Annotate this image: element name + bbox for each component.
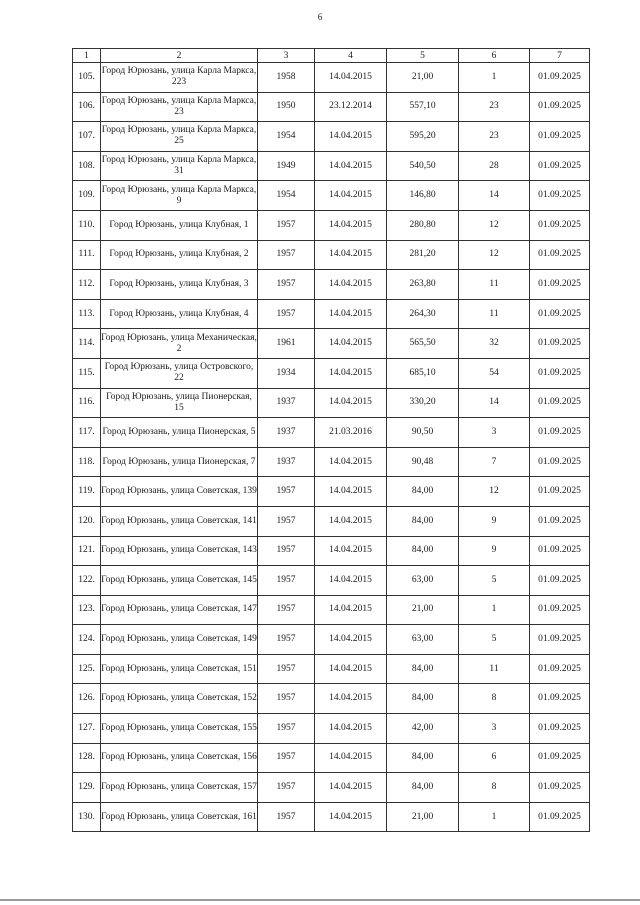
area-cell: 84,00 xyxy=(387,773,459,803)
row-number: 121. xyxy=(73,536,101,566)
column-header: 4 xyxy=(315,49,387,63)
row-number: 118. xyxy=(73,447,101,477)
year-cell: 1957 xyxy=(258,714,315,744)
area-cell: 84,00 xyxy=(387,506,459,536)
residents-cell: 23 xyxy=(459,122,530,152)
residents-cell: 12 xyxy=(459,240,530,270)
deadline-cell: 01.09.2025 xyxy=(530,773,590,803)
deadline-cell: 01.09.2025 xyxy=(530,299,590,329)
residents-cell: 11 xyxy=(459,299,530,329)
date-cell: 14.04.2015 xyxy=(315,625,387,655)
area-cell: 63,00 xyxy=(387,625,459,655)
year-cell: 1950 xyxy=(258,92,315,122)
address-cell: Город Юрюзань, улица Советская, 157 xyxy=(101,773,258,803)
deadline-cell: 01.09.2025 xyxy=(530,714,590,744)
deadline-cell: 01.09.2025 xyxy=(530,418,590,448)
deadline-cell: 01.09.2025 xyxy=(530,92,590,122)
table-row xyxy=(73,92,590,122)
row-number: 108. xyxy=(73,151,101,181)
year-cell: 1961 xyxy=(258,329,315,359)
date-cell: 14.04.2015 xyxy=(315,210,387,240)
residents-cell: 3 xyxy=(459,714,530,744)
area-cell: 21,00 xyxy=(387,595,459,625)
row-number: 109. xyxy=(73,181,101,211)
year-cell: 1957 xyxy=(258,743,315,773)
deadline-cell: 01.09.2025 xyxy=(530,358,590,388)
table-row xyxy=(73,299,590,329)
deadline-cell: 01.09.2025 xyxy=(530,625,590,655)
column-header: 7 xyxy=(530,49,590,63)
table-row xyxy=(73,654,590,684)
residents-cell: 5 xyxy=(459,566,530,596)
table-row xyxy=(73,595,590,625)
address-cell: Город Юрюзань, улица Клубная, 4 xyxy=(101,299,258,329)
date-cell: 14.04.2015 xyxy=(315,684,387,714)
year-cell: 1937 xyxy=(258,418,315,448)
year-cell: 1954 xyxy=(258,181,315,211)
residents-cell: 1 xyxy=(459,595,530,625)
column-header: 6 xyxy=(459,49,530,63)
date-cell: 14.04.2015 xyxy=(315,477,387,507)
deadline-cell: 01.09.2025 xyxy=(530,240,590,270)
address-cell: Город Юрюзань, улица Клубная, 2 xyxy=(101,240,258,270)
row-number: 123. xyxy=(73,595,101,625)
residents-cell: 8 xyxy=(459,684,530,714)
housing-table xyxy=(72,48,590,832)
year-cell: 1957 xyxy=(258,566,315,596)
date-cell: 14.04.2015 xyxy=(315,122,387,152)
date-cell: 14.04.2015 xyxy=(315,773,387,803)
row-number: 113. xyxy=(73,299,101,329)
year-cell: 1958 xyxy=(258,63,315,93)
area-cell: 84,00 xyxy=(387,477,459,507)
area-cell: 280,80 xyxy=(387,210,459,240)
area-cell: 330,20 xyxy=(387,388,459,418)
address-cell: Город Юрюзань, улица Карла Маркса, 9 xyxy=(101,181,258,211)
residents-cell: 11 xyxy=(459,270,530,300)
area-cell: 90,48 xyxy=(387,447,459,477)
deadline-cell: 01.09.2025 xyxy=(530,506,590,536)
address-cell: Город Юрюзань, улица Островского, 22 xyxy=(101,358,258,388)
year-cell: 1937 xyxy=(258,447,315,477)
date-cell: 14.04.2015 xyxy=(315,329,387,359)
row-number: 114. xyxy=(73,329,101,359)
page-bottom-line xyxy=(0,899,640,901)
address-cell: Город Юрюзань, улица Пионерская, 15 xyxy=(101,388,258,418)
deadline-cell: 01.09.2025 xyxy=(530,210,590,240)
date-cell: 14.04.2015 xyxy=(315,151,387,181)
table-row xyxy=(73,210,590,240)
row-number: 124. xyxy=(73,625,101,655)
residents-cell: 11 xyxy=(459,654,530,684)
row-number: 127. xyxy=(73,714,101,744)
address-cell: Город Юрюзань, улица Механическая, 2 xyxy=(101,329,258,359)
row-number: 129. xyxy=(73,773,101,803)
residents-cell: 14 xyxy=(459,181,530,211)
row-number: 119. xyxy=(73,477,101,507)
date-cell: 14.04.2015 xyxy=(315,536,387,566)
residents-cell: 1 xyxy=(459,63,530,93)
row-number: 115. xyxy=(73,358,101,388)
table-row xyxy=(73,802,590,832)
table-row xyxy=(73,181,590,211)
residents-cell: 9 xyxy=(459,536,530,566)
deadline-cell: 01.09.2025 xyxy=(530,802,590,832)
address-cell: Город Юрюзань, улица Советская, 139 xyxy=(101,477,258,507)
table-row xyxy=(73,388,590,418)
column-header: 1 xyxy=(73,49,101,63)
date-cell: 14.04.2015 xyxy=(315,63,387,93)
date-cell: 14.04.2015 xyxy=(315,358,387,388)
row-number: 116. xyxy=(73,388,101,418)
row-number: 128. xyxy=(73,743,101,773)
row-number: 106. xyxy=(73,92,101,122)
address-cell: Город Юрюзань, улица Советская, 156 xyxy=(101,743,258,773)
area-cell: 146,80 xyxy=(387,181,459,211)
row-number: 105. xyxy=(73,63,101,93)
deadline-cell: 01.09.2025 xyxy=(530,536,590,566)
date-cell: 14.04.2015 xyxy=(315,595,387,625)
table-row xyxy=(73,714,590,744)
area-cell: 565,50 xyxy=(387,329,459,359)
table-row xyxy=(73,684,590,714)
date-cell: 14.04.2015 xyxy=(315,299,387,329)
area-cell: 84,00 xyxy=(387,536,459,566)
date-cell: 14.04.2015 xyxy=(315,654,387,684)
deadline-cell: 01.09.2025 xyxy=(530,743,590,773)
residents-cell: 7 xyxy=(459,447,530,477)
date-cell: 21.03.2016 xyxy=(315,418,387,448)
row-number: 111. xyxy=(73,240,101,270)
row-number: 125. xyxy=(73,654,101,684)
table-row xyxy=(73,358,590,388)
area-cell: 84,00 xyxy=(387,654,459,684)
deadline-cell: 01.09.2025 xyxy=(530,270,590,300)
year-cell: 1954 xyxy=(258,122,315,152)
year-cell: 1957 xyxy=(258,536,315,566)
address-cell: Город Юрюзань, улица Карла Маркса, 23 xyxy=(101,92,258,122)
date-cell: 14.04.2015 xyxy=(315,802,387,832)
date-cell: 14.04.2015 xyxy=(315,447,387,477)
deadline-cell: 01.09.2025 xyxy=(530,684,590,714)
date-cell: 14.04.2015 xyxy=(315,714,387,744)
area-cell: 557,10 xyxy=(387,92,459,122)
column-header: 3 xyxy=(258,49,315,63)
column-header: 5 xyxy=(387,49,459,63)
table-body xyxy=(73,63,590,832)
area-cell: 90,50 xyxy=(387,418,459,448)
date-cell: 14.04.2015 xyxy=(315,388,387,418)
date-cell: 14.04.2015 xyxy=(315,506,387,536)
year-cell: 1957 xyxy=(258,299,315,329)
area-cell: 540,50 xyxy=(387,151,459,181)
table-row xyxy=(73,418,590,448)
table-row xyxy=(73,625,590,655)
year-cell: 1957 xyxy=(258,240,315,270)
address-cell: Город Юрюзань, улица Пионерская, 5 xyxy=(101,418,258,448)
year-cell: 1957 xyxy=(258,477,315,507)
year-cell: 1957 xyxy=(258,625,315,655)
page-number: 6 xyxy=(317,12,323,22)
residents-cell: 54 xyxy=(459,358,530,388)
deadline-cell: 01.09.2025 xyxy=(530,477,590,507)
area-cell: 21,00 xyxy=(387,63,459,93)
address-cell: Город Юрюзань, улица Карла Маркса, 25 xyxy=(101,122,258,152)
residents-cell: 3 xyxy=(459,418,530,448)
area-cell: 63,00 xyxy=(387,566,459,596)
residents-cell: 6 xyxy=(459,743,530,773)
residents-cell: 5 xyxy=(459,625,530,655)
address-cell: Город Юрюзань, улица Карла Маркса, 223 xyxy=(101,63,258,93)
area-cell: 84,00 xyxy=(387,684,459,714)
area-cell: 42,00 xyxy=(387,714,459,744)
table-row xyxy=(73,477,590,507)
year-cell: 1957 xyxy=(258,654,315,684)
address-cell: Город Юрюзань, улица Советская, 145 xyxy=(101,566,258,596)
deadline-cell: 01.09.2025 xyxy=(530,566,590,596)
residents-cell: 1 xyxy=(459,802,530,832)
area-cell: 263,80 xyxy=(387,270,459,300)
row-number: 120. xyxy=(73,506,101,536)
table-row xyxy=(73,566,590,596)
address-cell: Город Юрюзань, улица Советская, 152 xyxy=(101,684,258,714)
table-row xyxy=(73,773,590,803)
residents-cell: 14 xyxy=(459,388,530,418)
residents-cell: 12 xyxy=(459,477,530,507)
address-cell: Город Юрюзань, улица Советская, 143 xyxy=(101,536,258,566)
area-cell: 595,20 xyxy=(387,122,459,152)
year-cell: 1957 xyxy=(258,270,315,300)
address-cell: Город Юрюзань, улица Клубная, 3 xyxy=(101,270,258,300)
year-cell: 1957 xyxy=(258,684,315,714)
area-cell: 264,30 xyxy=(387,299,459,329)
deadline-cell: 01.09.2025 xyxy=(530,595,590,625)
table-header xyxy=(73,49,590,63)
table-row xyxy=(73,743,590,773)
address-cell: Город Юрюзань, улица Советская, 151 xyxy=(101,654,258,684)
address-cell: Город Юрюзань, улица Советская, 141 xyxy=(101,506,258,536)
area-cell: 685,10 xyxy=(387,358,459,388)
address-cell: Город Юрюзань, улица Советская, 147 xyxy=(101,595,258,625)
address-cell: Город Юрюзань, улица Клубная, 1 xyxy=(101,210,258,240)
deadline-cell: 01.09.2025 xyxy=(530,447,590,477)
residents-cell: 32 xyxy=(459,329,530,359)
year-cell: 1957 xyxy=(258,506,315,536)
year-cell: 1957 xyxy=(258,595,315,625)
deadline-cell: 01.09.2025 xyxy=(530,329,590,359)
year-cell: 1957 xyxy=(258,210,315,240)
table-row xyxy=(73,329,590,359)
table-row xyxy=(73,536,590,566)
row-number: 126. xyxy=(73,684,101,714)
table-row xyxy=(73,270,590,300)
row-number: 117. xyxy=(73,418,101,448)
residents-cell: 12 xyxy=(459,210,530,240)
date-cell: 23.12.2014 xyxy=(315,92,387,122)
deadline-cell: 01.09.2025 xyxy=(530,181,590,211)
row-number: 122. xyxy=(73,566,101,596)
table-row xyxy=(73,506,590,536)
area-cell: 21,00 xyxy=(387,802,459,832)
row-number: 110. xyxy=(73,210,101,240)
residents-cell: 28 xyxy=(459,151,530,181)
address-cell: Город Юрюзань, улица Карла Маркса, 31 xyxy=(101,151,258,181)
residents-cell: 8 xyxy=(459,773,530,803)
year-cell: 1957 xyxy=(258,802,315,832)
area-cell: 84,00 xyxy=(387,743,459,773)
address-cell: Город Юрюзань, улица Советская, 161 xyxy=(101,802,258,832)
date-cell: 14.04.2015 xyxy=(315,270,387,300)
date-cell: 14.04.2015 xyxy=(315,743,387,773)
row-number: 107. xyxy=(73,122,101,152)
address-cell: Город Юрюзань, улица Советская, 155 xyxy=(101,714,258,744)
table-row xyxy=(73,447,590,477)
row-number: 130. xyxy=(73,802,101,832)
deadline-cell: 01.09.2025 xyxy=(530,654,590,684)
date-cell: 14.04.2015 xyxy=(315,566,387,596)
column-header: 2 xyxy=(101,49,258,63)
deadline-cell: 01.09.2025 xyxy=(530,63,590,93)
year-cell: 1957 xyxy=(258,773,315,803)
table-row xyxy=(73,63,590,93)
row-number: 112. xyxy=(73,270,101,300)
deadline-cell: 01.09.2025 xyxy=(530,388,590,418)
residents-cell: 9 xyxy=(459,506,530,536)
deadline-cell: 01.09.2025 xyxy=(530,122,590,152)
address-cell: Город Юрюзань, улица Пионерская, 7 xyxy=(101,447,258,477)
date-cell: 14.04.2015 xyxy=(315,181,387,211)
deadline-cell: 01.09.2025 xyxy=(530,151,590,181)
year-cell: 1934 xyxy=(258,358,315,388)
table-row xyxy=(73,240,590,270)
area-cell: 281,20 xyxy=(387,240,459,270)
header-row xyxy=(73,49,590,63)
year-cell: 1949 xyxy=(258,151,315,181)
residents-cell: 23 xyxy=(459,92,530,122)
date-cell: 14.04.2015 xyxy=(315,240,387,270)
table-row xyxy=(73,122,590,152)
year-cell: 1937 xyxy=(258,388,315,418)
table-row xyxy=(73,151,590,181)
address-cell: Город Юрюзань, улица Советская, 149 xyxy=(101,625,258,655)
